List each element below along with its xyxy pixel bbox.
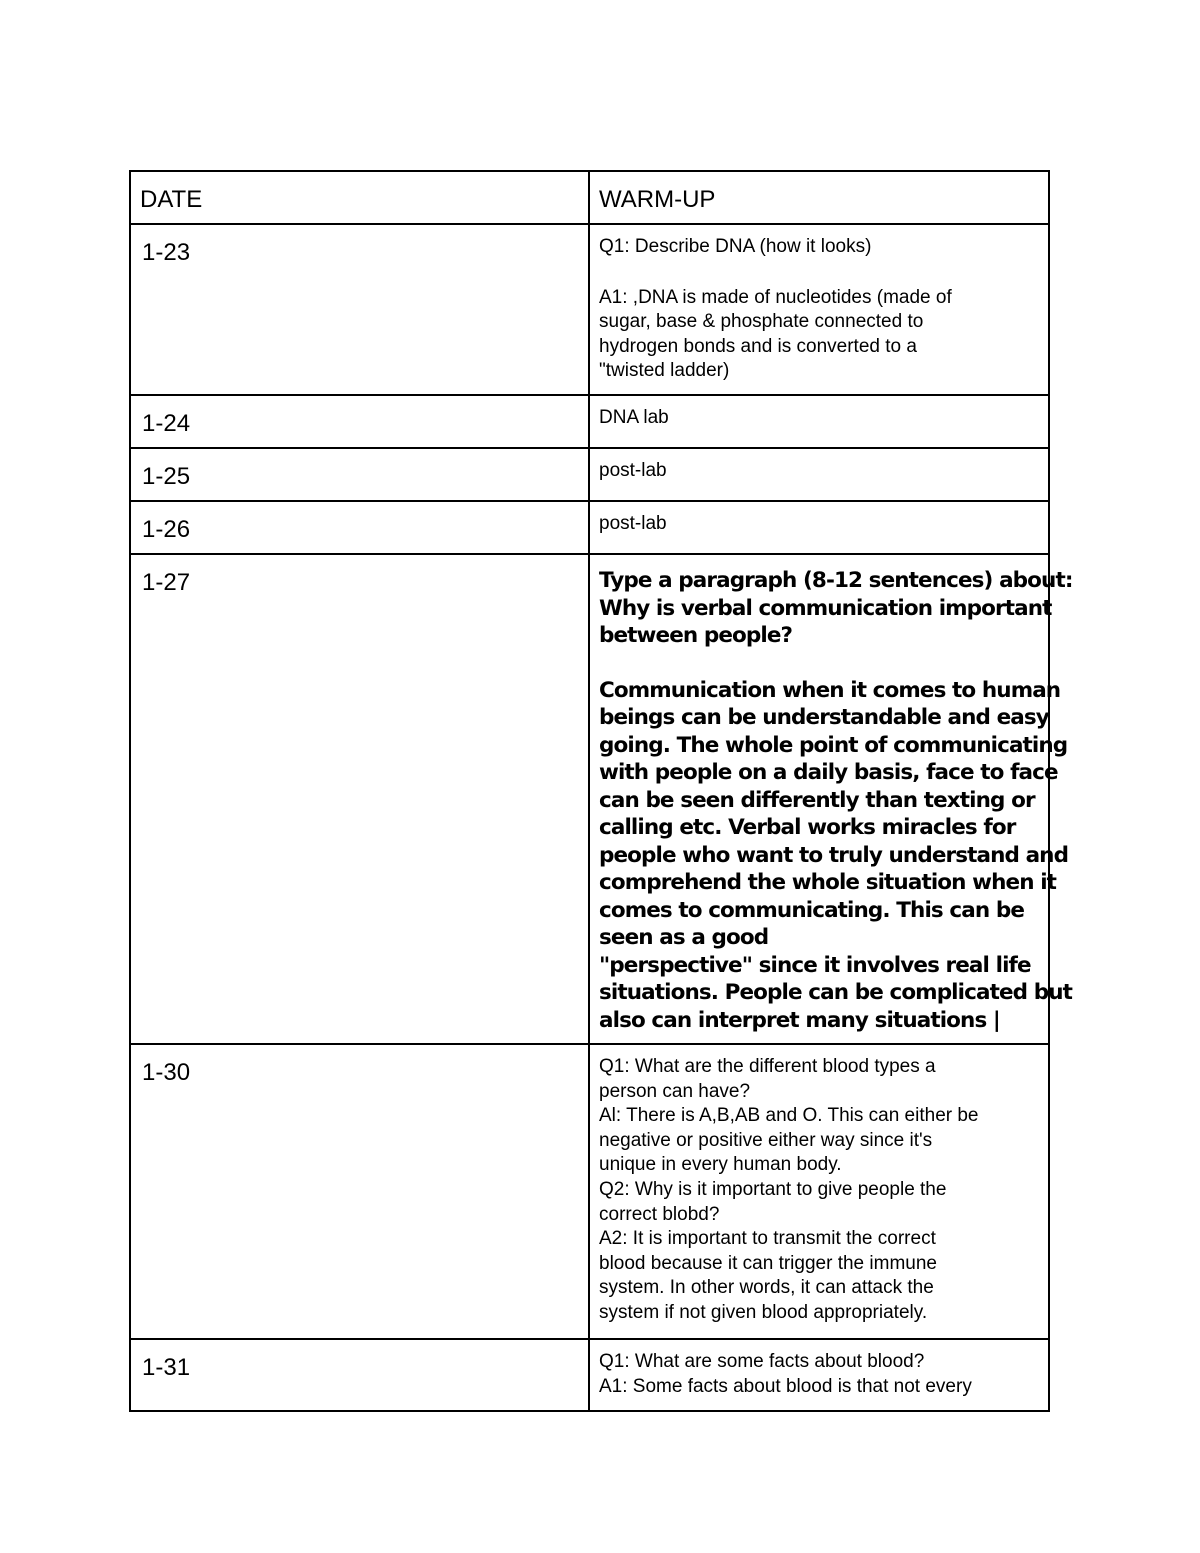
text-line: also can interpret many situations | <box>599 1007 1000 1033</box>
text-line: DNA lab <box>599 407 669 428</box>
date-cell: 1-30 <box>130 1044 589 1339</box>
text-line: Al: There is A,B,AB and O. This can either be <box>599 1105 979 1127</box>
header-warmup: WARM-UP <box>589 171 1049 224</box>
text-line: A1: Some facts about blood is that not every <box>599 1375 972 1397</box>
text-line: unique in every human body. <box>599 1154 842 1176</box>
line-gap <box>599 650 1044 677</box>
text-line: comprehend the whole situation when it <box>599 870 1057 895</box>
text-line: calling etc. Verbal works miracles for <box>599 815 1016 840</box>
text-line: negative or positive either way since it's <box>599 1129 933 1151</box>
warmup-cell <box>589 448 1049 501</box>
warmup-cell <box>589 1044 1049 1339</box>
text-line: Q1: What are some facts about blood? <box>599 1351 925 1372</box>
warmup-cell <box>589 224 1049 395</box>
text-line: "twisted ladder) <box>599 360 730 382</box>
text-line: post-lab <box>599 460 667 481</box>
table-row <box>130 554 1049 1044</box>
text-line: Communication when it comes to human <box>599 677 1061 703</box>
text-line: system if not given blood appropriately. <box>599 1301 928 1323</box>
date-cell: 1-23 <box>130 224 589 395</box>
warmup-cell <box>589 501 1049 554</box>
table-row <box>130 395 1049 448</box>
text-line: A1: ,DNA is made of nucleotides (made of <box>599 286 952 308</box>
date-cell: 1-26 <box>130 501 589 554</box>
date-cell: 1-31 <box>130 1339 589 1411</box>
warmup-table <box>129 170 1073 1412</box>
text-line: with people on a daily basis, face to face <box>599 760 1058 785</box>
date-cell: 1-25 <box>130 448 589 501</box>
header-row <box>130 171 1049 224</box>
text-line: blood because it can trigger the immune <box>599 1252 937 1274</box>
warmup-cell <box>589 395 1049 448</box>
text-line: going. The whole point of communicating <box>599 732 1068 758</box>
warmup-cell <box>589 1339 1049 1411</box>
date-cell: 1-27 <box>130 554 589 1044</box>
text-line: between people? <box>599 623 793 648</box>
table-row <box>130 501 1049 554</box>
header-date: DATE <box>130 171 589 224</box>
warmup-cell <box>589 554 1073 1044</box>
text-line: Type a paragraph (8-12 sentences) about: <box>599 568 1073 593</box>
text-line: Q1: Describe DNA (how it looks) <box>599 236 872 257</box>
date-cell: 1-24 <box>130 395 589 448</box>
table-row <box>130 1044 1049 1339</box>
text-line: correct blobd? <box>599 1203 720 1225</box>
text-line: person can have? <box>599 1080 751 1102</box>
text-line: Q1: What are the different blood types a <box>599 1056 936 1077</box>
text-line: people who want to truly understand and <box>599 842 1069 868</box>
text-line: Q2: Why is it important to give people the <box>599 1178 947 1200</box>
text-line: "perspective" since it involves real life <box>599 952 1031 978</box>
text-line: system. In other words, it can attack the <box>599 1277 934 1299</box>
text-line: post-lab <box>599 513 667 534</box>
text-line: hydrogen bonds and is converted to a <box>599 335 917 357</box>
text-line: A2: It is important to transmit the correct <box>599 1228 936 1250</box>
table-row <box>130 224 1049 395</box>
text-line: seen as a good <box>599 925 769 950</box>
line-gap <box>599 260 1042 286</box>
text-line: sugar, base & phosphate connected to <box>599 311 924 333</box>
text-line: beings can be understandable and easy <box>599 705 1049 730</box>
table-row <box>130 1339 1049 1411</box>
text-line: can be seen differently than texting or <box>599 787 1035 813</box>
text-line: situations. People can be complicated but <box>599 980 1072 1005</box>
table-row <box>130 448 1049 501</box>
text-line: Why is verbal communication important <box>599 595 1052 621</box>
text-line: comes to communicating. This can be <box>599 897 1025 923</box>
